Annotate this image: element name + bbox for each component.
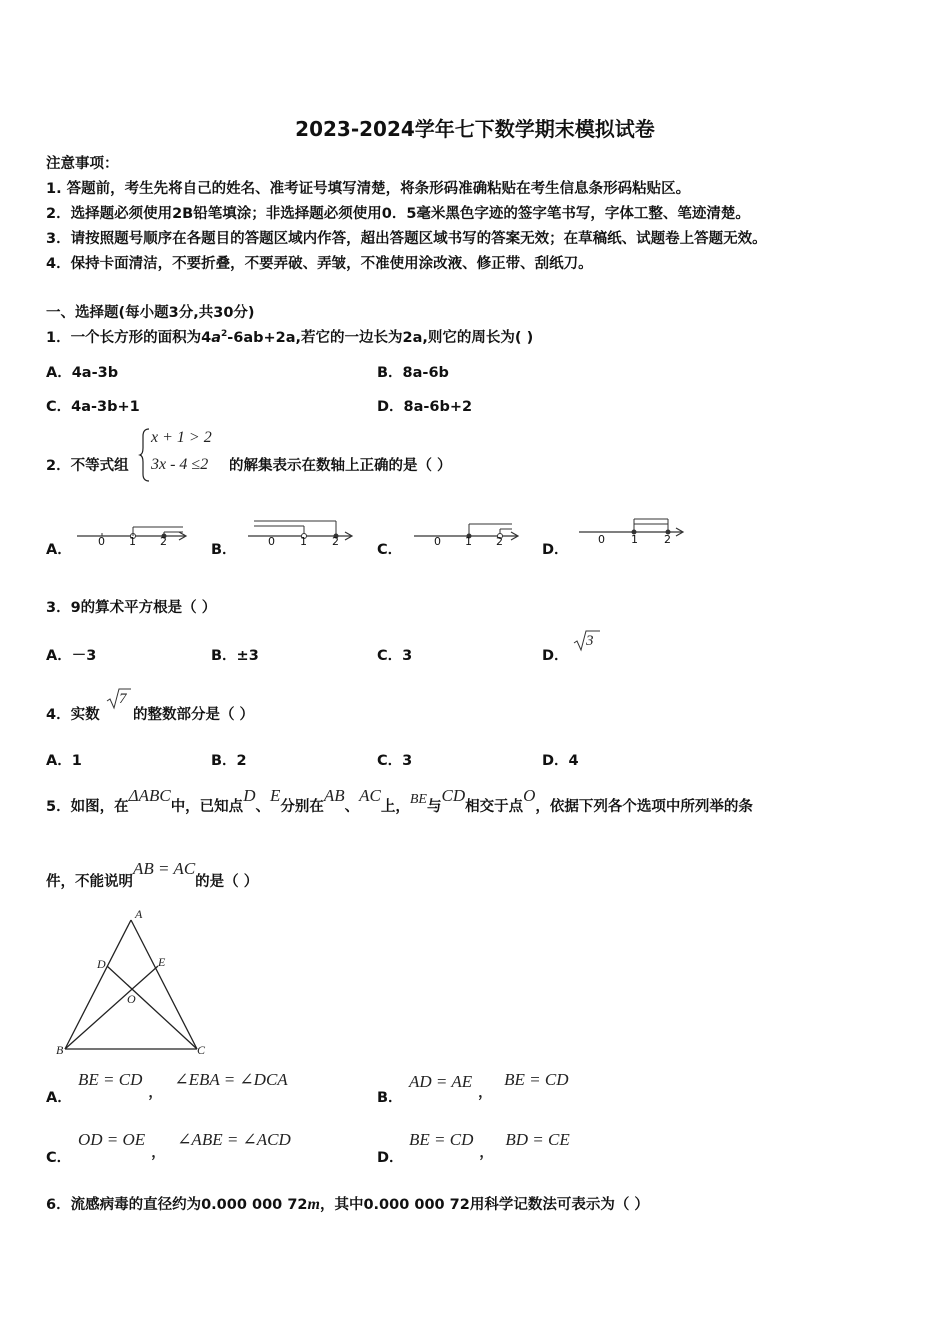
math-part: BE = CD: [504, 1070, 569, 1089]
q1-option-d[interactable]: D．8a-6b+2: [377, 399, 473, 415]
q5-seg-math: E: [269, 786, 281, 805]
math-part: BD = CE: [505, 1130, 570, 1149]
q2-inequality-1: x + 1 > 2: [151, 429, 212, 446]
section-heading: 一、选择题(每小题3分,共30分): [46, 305, 255, 321]
comma: ，: [151, 1145, 166, 1161]
q6-stem-part: ，其中0.000 000 72用科学记数法可表示为（ ）: [319, 1197, 649, 1213]
comma: ，: [478, 1085, 493, 1101]
q1-stem-part: a: [211, 330, 221, 346]
notice-item: 3．请按照题号顺序在各题目的答题区域内作答，超出答题区域书写的答案无效；在草稿纸、试题卷上答题无效。: [46, 231, 767, 247]
q5-stem-line2: [46, 859, 259, 891]
tick-label: 0: [434, 535, 441, 548]
tick-label: 2: [496, 535, 503, 548]
q5-seg: 与: [426, 799, 442, 815]
q5-seg: 、: [255, 799, 270, 815]
notice-heading: 注意事项：: [46, 156, 119, 172]
q5-seg: 的是（ ）: [195, 874, 259, 890]
q5-seg-math: BE: [409, 792, 427, 807]
q5-seg: 5．如图，在: [46, 799, 129, 815]
option-letter: A．: [46, 1090, 72, 1106]
option-letter: D．: [377, 1150, 404, 1166]
q2-option-c[interactable]: C．: [377, 542, 403, 558]
tick-label: 2: [664, 533, 671, 546]
tick-label: 1: [129, 535, 136, 548]
q5-seg: 件，不能说明: [46, 874, 133, 890]
q5-option-c-math: [78, 1130, 291, 1161]
q1-option-a[interactable]: A．4a-3b: [46, 365, 119, 381]
math-part: ∠EBA = ∠DCA: [174, 1070, 288, 1089]
q5-seg-math: D: [243, 786, 256, 805]
q5-option-d-math: [409, 1130, 570, 1161]
q5-seg-math: CD: [441, 786, 466, 805]
q4-radicand: 7: [119, 691, 127, 707]
q2-option-a[interactable]: A．: [46, 542, 72, 558]
q2-stem-prefix: 2．不等式组: [46, 458, 129, 474]
q1-stem-part: -6ab+2a,若它的一边长为2a,则它的周长为( ): [227, 330, 534, 346]
figure-label: B: [56, 1043, 64, 1057]
q5-option-d[interactable]: [377, 1146, 404, 1167]
q5-option-b[interactable]: [377, 1086, 403, 1107]
q5-stem-line1: [46, 786, 753, 816]
tick-label: 0: [98, 535, 105, 548]
comma: ，: [148, 1085, 163, 1101]
q5-seg-math: ΔABC: [128, 786, 171, 805]
figure-label: C: [197, 1043, 206, 1057]
notice-item: 2．选择题必须使用2B铅笔填涂；非选择题必须使用0．5毫米黑色字迹的签字笔书写，字体工整、笔迹清楚。: [46, 206, 750, 222]
q3-option-d[interactable]: D．: [542, 648, 569, 664]
q5-option-a[interactable]: [46, 1086, 72, 1107]
q4-option-a[interactable]: A．1: [46, 753, 82, 769]
figure-label: E: [158, 955, 166, 969]
q1-exponent: 2: [220, 329, 228, 340]
math-part: AD = AE: [409, 1072, 473, 1091]
q5-seg-math: AB = AC: [133, 859, 196, 878]
math-part: BE = CD: [78, 1070, 143, 1089]
tick-label: 1: [631, 533, 638, 546]
q1-option-c[interactable]: C．4a-3b+1: [46, 399, 140, 415]
tick-label: 2: [332, 535, 339, 548]
q5-seg: ，依据下列各个选项中所列举的条: [535, 799, 753, 815]
q1-stem-part: 1．一个长方形的面积为4: [46, 330, 212, 346]
q2-stem-suffix: 的解集表示在数轴上正确的是（ ）: [229, 458, 452, 474]
q5-seg: 相交于点: [465, 799, 524, 815]
question-1-stem: [46, 326, 533, 347]
q4-stem-suffix: 的整数部分是（ ）: [133, 707, 255, 723]
q2-inequality-2: 3x - 4 ≤2: [151, 456, 209, 473]
q4-option-d[interactable]: D．4: [542, 753, 579, 769]
tick-label: 2: [160, 535, 167, 548]
q5-option-a-math: [78, 1070, 288, 1101]
triangle-figure: [55, 912, 215, 1052]
figure-label: D: [97, 957, 106, 971]
figure-label: O: [127, 992, 136, 1006]
math-part: BE = CD: [409, 1130, 474, 1149]
q5-seg-math: AB: [323, 786, 345, 805]
q2-option-d[interactable]: D．: [542, 542, 569, 558]
q4-stem-prefix: 4．实数: [46, 707, 100, 723]
q5-seg: 中，已知点: [170, 799, 244, 815]
math-part: ∠ABE = ∠ACD: [177, 1130, 291, 1149]
tick-label: 1: [465, 535, 472, 548]
q1-option-b[interactable]: B．8a-6b: [377, 365, 449, 381]
q5-seg-math: O: [523, 786, 536, 805]
notice-item: 4．保持卡面清洁，不要折叠，不要弄破、弄皱，不准使用涂改液、修正带、刮纸刀。: [46, 256, 593, 272]
q3-option-a[interactable]: A．－3: [46, 648, 97, 664]
q3-stem: 3．9的算术平方根是（ ）: [46, 600, 217, 616]
q3-option-b[interactable]: B．±3: [211, 648, 259, 664]
q4-option-c[interactable]: C．3: [377, 753, 413, 769]
q5-option-c[interactable]: [46, 1146, 71, 1167]
option-letter: B．: [377, 1090, 403, 1106]
q3-option-c[interactable]: C．3: [377, 648, 413, 664]
option-letter: C．: [46, 1150, 72, 1166]
math-part: OD = OE: [78, 1130, 146, 1149]
tick-label: 1: [300, 535, 307, 548]
q6-stem-part: 6．流感病毒的直径约为0.000 000 72: [46, 1197, 308, 1213]
q4-option-b[interactable]: B．2: [211, 753, 247, 769]
q5-seg: 分别在: [280, 799, 324, 815]
q5-option-b-math: [409, 1070, 569, 1101]
comma: ，: [479, 1145, 494, 1161]
page-title: 2023-2024学年七下数学期末模拟试卷: [295, 117, 655, 141]
tick-label: 0: [598, 533, 605, 546]
tick-label: 0: [268, 535, 275, 548]
figure-label: A: [135, 907, 143, 921]
notice-item: 1. 答题前，考生先将自己的姓名、准考证号填写清楚，将条形码准确粘贴在考生信息条形码粘贴区。: [46, 181, 691, 197]
q5-seg: 上，: [380, 799, 410, 815]
q5-seg-math: AC: [359, 786, 381, 805]
q3-option-d-radicand: 3: [586, 633, 594, 649]
q2-option-b[interactable]: B．: [211, 542, 237, 558]
q5-seg: 、: [344, 799, 360, 815]
q6-unit: m: [307, 1196, 320, 1213]
q6-stem: [46, 1193, 649, 1214]
